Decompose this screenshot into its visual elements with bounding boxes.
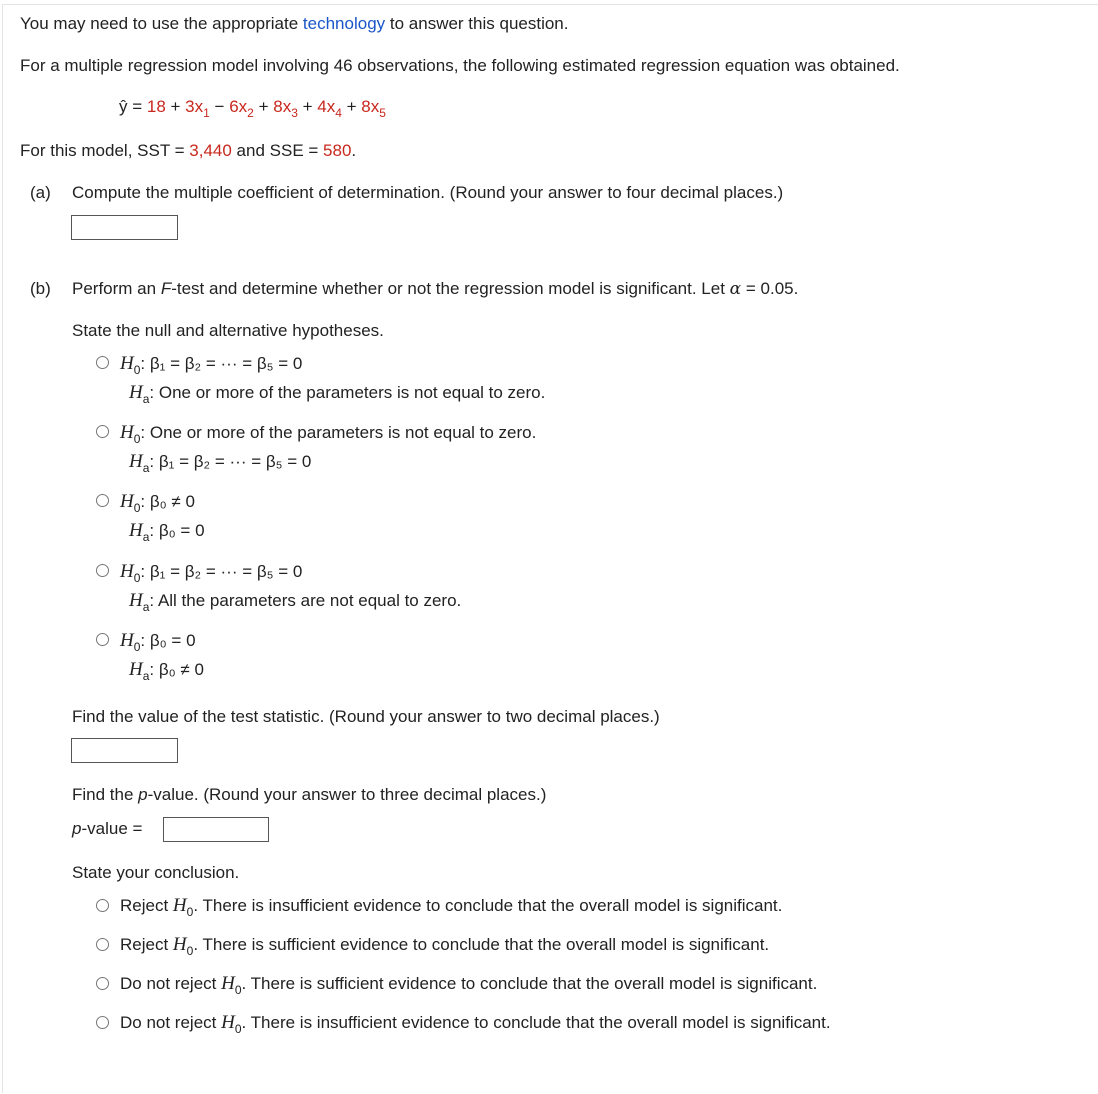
null-hypothesis: $H_0$: One or more of the parameters is not equal to zero. <box>120 422 537 446</box>
radio-button[interactable] <box>96 899 109 912</box>
p-value-input[interactable] <box>163 817 269 842</box>
alternative-hypothesis: $H_a$: All the parameters are not equal to zero. <box>129 590 462 614</box>
conclusion-prompt: State your conclusion. <box>72 863 240 882</box>
conclusion-text: Reject $H_0$. There is sufficient evidence to conclude that the overall model is significant. <box>120 934 770 958</box>
test-statistic-prompt: Find the value of the test statistic. (Round your answer to two decimal places.) <box>72 707 660 726</box>
conclusion-text: Do not reject $H_0$. There is insufficient evidence to conclude that the overall model is significant. <box>120 1012 831 1036</box>
h-symbol: $H_0$ <box>221 1012 242 1036</box>
h-symbol: $H_0$ <box>120 491 141 515</box>
h-symbol: $H_a$ <box>129 451 150 475</box>
p-value-label: p-value = <box>72 819 143 838</box>
alternative-hypothesis: $H_a$: One or more of the parameters is not equal to zero. <box>129 382 546 406</box>
part-b-label: (b) <box>30 279 51 298</box>
radio-button[interactable] <box>96 425 109 438</box>
question-frame <box>2 4 1098 1093</box>
radio-button[interactable] <box>96 1016 109 1029</box>
radio-button[interactable] <box>96 938 109 951</box>
r-squared-input[interactable] <box>71 215 178 240</box>
hypotheses-prompt: State the null and alternative hypotheses. <box>72 321 384 340</box>
radio-button[interactable] <box>96 494 109 507</box>
intro-suffix: to answer this question. <box>385 14 569 33</box>
technology-link[interactable]: technology <box>302 14 386 33</box>
regression-equation: ŷ = $18 + 3x_1 - 6x_2 + 8x_3 + 4x_4 + 8x_5$ <box>119 97 386 120</box>
setup-text: For a multiple regression model involving 46 observations, the following estimated regression equation was obtained. <box>20 56 900 75</box>
h-symbol: $H_0$ <box>172 895 194 919</box>
p-value-prompt: Find the p-value. (Round your answer to three decimal places.) <box>72 785 547 804</box>
alternative-hypothesis: $H_a$: β₁ = β₂ = ··· = β₅ = 0 <box>129 451 312 475</box>
part-a-label: (a) <box>30 183 51 202</box>
alternative-hypothesis: $H_a$: β₀ = 0 <box>129 520 205 544</box>
conclusion-text: Reject $H_0$. There is insufficient evidence to conclude that the overall model is significant. <box>120 895 783 919</box>
h-symbol: $H_a$ <box>129 590 150 614</box>
intro-text <box>20 14 568 34</box>
intro-prefix: You may need to use the appropriate <box>20 14 303 33</box>
sst-value: 3,440 <box>189 141 232 160</box>
conclusion-text: Do not reject $H_0$. There is sufficient evidence to conclude that the overall model is significant. <box>120 973 818 997</box>
alternative-hypothesis: $H_a$: β₀ ≠ 0 <box>129 659 204 683</box>
null-hypothesis: $H_0$: β₀ ≠ 0 <box>120 491 195 515</box>
h-symbol: $H_0$ <box>221 973 242 997</box>
test-statistic-input[interactable] <box>71 738 178 763</box>
model-sst-sse: For this model, SST = 3,440 and SSE = 580. <box>20 141 357 160</box>
part-a-question: Compute the multiple coefficient of determination. (Round your answer to four decimal places.) <box>72 183 784 202</box>
h-symbol: $H_a$ <box>129 520 150 544</box>
h-symbol: $H_0$ <box>120 353 141 377</box>
h-symbol: $H_a$ <box>129 382 150 406</box>
null-hypothesis: $H_0$: β₁ = β₂ = ··· = β₅ = 0 <box>120 353 303 377</box>
h-symbol: $H_0$ <box>172 934 194 958</box>
h-symbol: $H_0$ <box>120 630 141 654</box>
radio-button[interactable] <box>96 977 109 990</box>
h-symbol: $H_0$ <box>120 422 141 446</box>
radio-button[interactable] <box>96 633 109 646</box>
h-symbol: $H_a$ <box>129 659 150 683</box>
radio-button[interactable] <box>96 564 109 577</box>
radio-button[interactable] <box>96 356 109 369</box>
h-symbol: $H_0$ <box>120 561 141 585</box>
null-hypothesis: $H_0$: β₁ = β₂ = ··· = β₅ = 0 <box>120 561 303 585</box>
sse-value: 580 <box>323 141 352 160</box>
null-hypothesis: $H_0$: β₀ = 0 <box>120 630 196 654</box>
part-b-question: Perform an F-test and determine whether or not the regression model is significant. Let α = 0.05. <box>72 279 799 299</box>
